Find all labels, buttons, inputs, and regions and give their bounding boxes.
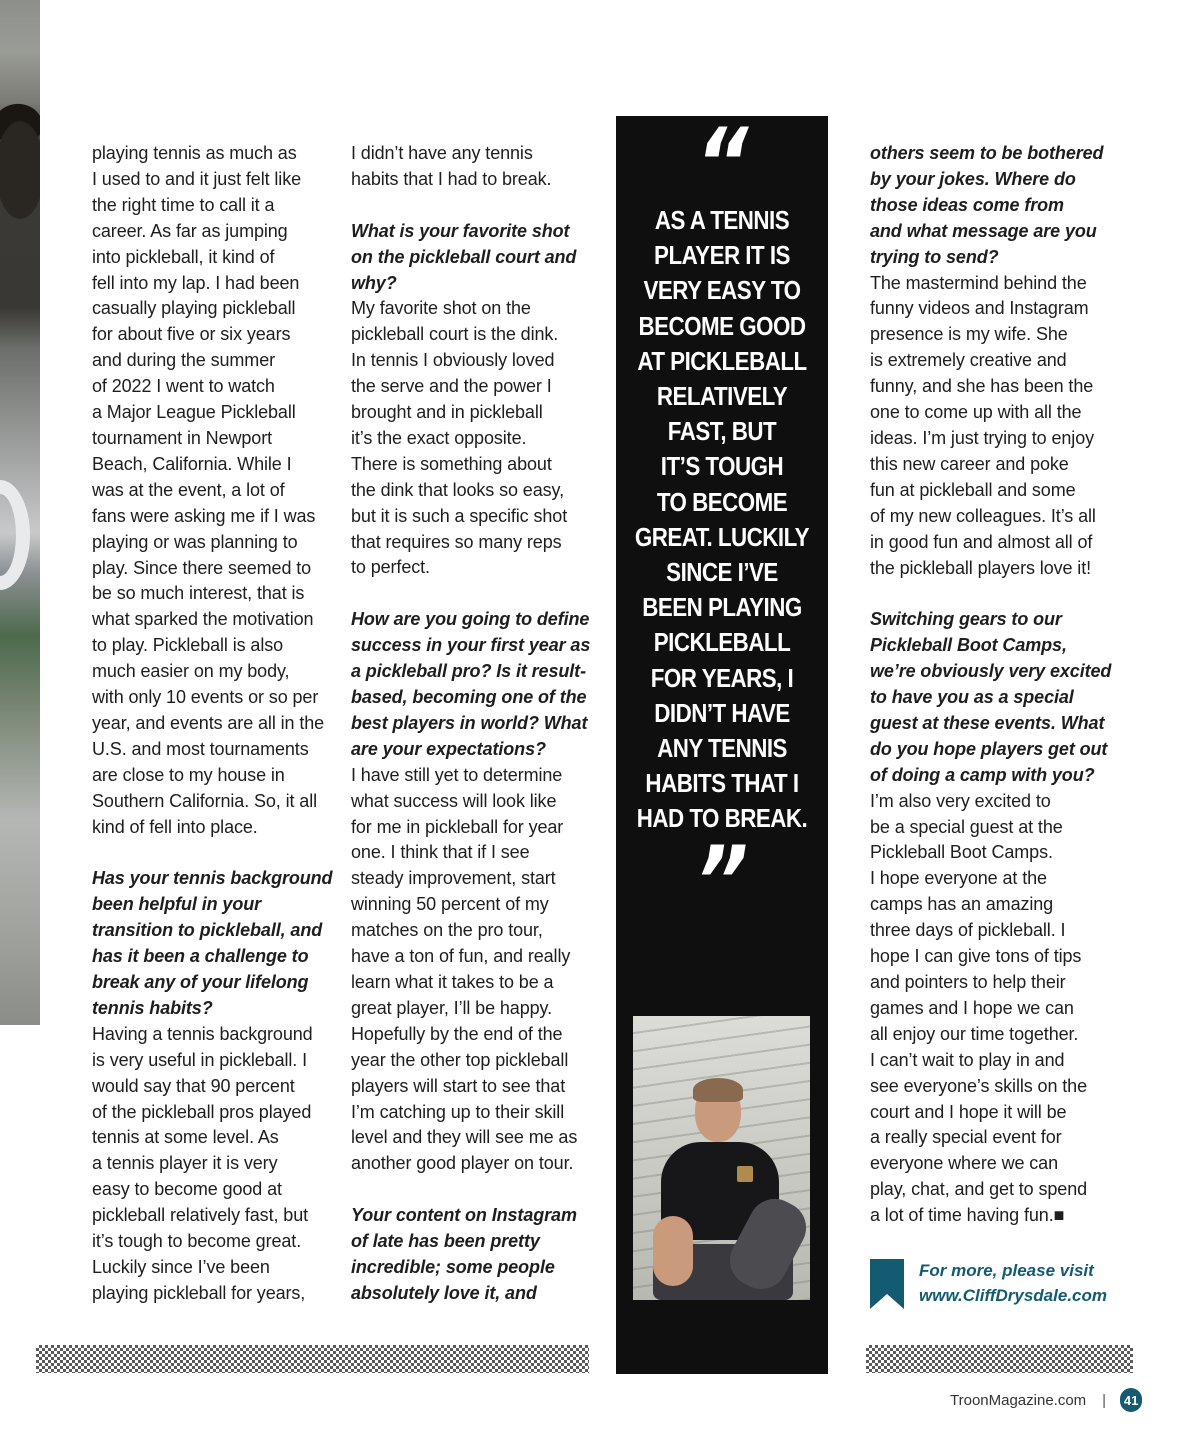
text-line: ANY TENNIS: [657, 733, 787, 764]
text-line: those ideas come from: [870, 194, 1064, 215]
text-line: of 2022 I went to watch: [92, 376, 275, 397]
text-line: I’m catching up to their skill: [351, 1101, 565, 1122]
answer-boot-camps: [870, 789, 1115, 1229]
pull-quote-text: [616, 203, 828, 837]
text-line: another good player on tour.: [351, 1153, 574, 1174]
text-line: ideas. I’m just trying to enjoy: [870, 427, 1095, 448]
text-line: fell into my lap. I had been: [92, 272, 300, 293]
text-line: incredible; some people: [351, 1256, 555, 1277]
text-line: trying to send?: [870, 246, 999, 267]
answer-favorite-shot: [351, 296, 601, 581]
text-line: My favorite shot on the: [351, 298, 531, 319]
text-line: Pickleball Boot Camps.: [870, 842, 1053, 863]
text-line: much easier on my body,: [92, 661, 290, 682]
text-line: playing pickleball for years,: [92, 1282, 306, 1303]
text-line: the pickleball players love it!: [870, 557, 1092, 578]
text-line: have a ton of fun, and really: [351, 946, 571, 967]
text-line: play, chat, and get to spend: [870, 1179, 1088, 1200]
text-line: fans were asking me if I was: [92, 505, 316, 526]
close-quote-icon: ”: [695, 826, 749, 938]
text-line: HAD TO BREAK.: [636, 803, 808, 834]
text-line: a tennis player it is very: [92, 1153, 278, 1174]
text-line: FAST, BUT: [667, 416, 777, 447]
text-line: is very useful in pickleball. I: [92, 1049, 307, 1070]
text-line: is extremely creative and: [870, 350, 1067, 371]
text-line: HABITS THAT I: [645, 768, 799, 799]
text-line: transition to pickleball, and: [92, 920, 323, 941]
question-define-success: [351, 607, 601, 762]
text-line: DIDN’T HAVE: [654, 697, 790, 728]
cropped-tennis-photo: [0, 0, 40, 1025]
text-line: Hopefully by the end of the: [351, 1023, 563, 1044]
text-line: everyone where we can: [870, 1153, 1059, 1174]
text-line: and what message are you: [870, 220, 1097, 241]
text-line: habits that I had to break.: [351, 168, 552, 189]
text-line: success in your first year as: [351, 635, 591, 656]
text-line: AS A TENNIS: [654, 205, 790, 235]
text-line: BEEN PLAYING: [642, 592, 802, 623]
page-number-badge: 41: [1120, 1388, 1142, 1412]
checkered-divider-left: [36, 1345, 589, 1373]
text-line: court and I hope it will be: [870, 1101, 1067, 1122]
question-instagram-continued: [870, 141, 1115, 271]
text-line: hope I can give tons of tips: [870, 946, 1082, 967]
text-line: easy to become good at: [92, 1179, 282, 1200]
open-quote-icon: “: [695, 108, 749, 220]
text-line: Has your tennis background: [92, 868, 333, 889]
column2-intro: [351, 141, 601, 193]
text-line: with only 10 events or so per: [92, 687, 319, 708]
text-line: for about five or six years: [92, 324, 291, 345]
text-line: playing or was planning to: [92, 531, 298, 552]
text-line: playing tennis as much as: [92, 143, 297, 163]
text-line: it’s tough to become great.: [92, 1231, 302, 1252]
text-line: the dink that looks so easy,: [351, 479, 564, 500]
text-line: brought and in pickleball: [351, 402, 543, 423]
text-line: I’m also very excited to: [870, 790, 1051, 811]
text-line: in good fun and almost all of: [870, 531, 1093, 552]
text-line: by your jokes. Where do: [870, 168, 1076, 189]
text-line: the serve and the power I: [351, 376, 552, 397]
text-line: based, becoming one of the: [351, 687, 587, 707]
text-line: year, and events are all in the: [92, 712, 325, 733]
text-line: be so much interest, that is: [92, 583, 305, 604]
text-line: tennis habits?: [92, 997, 213, 1018]
answer-define-success: [351, 763, 601, 1178]
text-line: do you hope players get out: [870, 738, 1108, 759]
text-line: we’re obviously very excited: [870, 661, 1112, 682]
text-line: would say that 90 percent: [92, 1075, 295, 1096]
text-line: guest at these events. What: [870, 712, 1105, 733]
text-line: tennis at some level. As: [92, 1127, 279, 1148]
text-line: be a special guest at the: [870, 816, 1063, 837]
text-line: and during the summer: [92, 350, 275, 371]
text-line: PICKLEBALL: [653, 627, 791, 658]
text-line: kind of fell into place.: [92, 816, 258, 837]
text-line: steady improvement, start: [351, 868, 556, 889]
text-line: see everyone’s skills on the: [870, 1075, 1087, 1096]
text-line: why?: [351, 272, 397, 293]
page-footer: [950, 1387, 1142, 1413]
text-line: play. Since there seemed to: [92, 557, 312, 578]
text-line: IT’S TOUGH: [660, 451, 784, 482]
text-line: BECOME GOOD: [638, 310, 806, 341]
text-line: best players in world? What: [351, 712, 588, 733]
text-line: How are you going to define: [351, 609, 590, 630]
text-line: VERY EASY TO: [643, 275, 801, 306]
text-line: In tennis I obviously loved: [351, 350, 555, 371]
text-line: three days of pickleball. I: [870, 920, 1066, 941]
text-line: I can’t wait to play in and: [870, 1049, 1065, 1070]
text-line: year the other top pickleball: [351, 1049, 569, 1070]
text-line: a pickleball pro? Is it result-: [351, 661, 586, 682]
text-line: What is your favorite shot: [351, 220, 570, 241]
text-line: one to come up with all the: [870, 402, 1082, 423]
text-line: level and they will see me as: [351, 1127, 578, 1148]
text-line: PLAYER IT IS: [654, 240, 790, 271]
text-line: of doing a camp with you?: [870, 764, 1095, 785]
question-tennis-background: [92, 866, 342, 1021]
text-line: absolutely love it, and: [351, 1282, 537, 1303]
text-line: career. As far as jumping: [92, 220, 288, 241]
text-line: Switching gears to our: [870, 609, 1062, 630]
column1-body: [92, 141, 342, 840]
text-line: others seem to be bothered: [870, 143, 1104, 163]
text-line: a Major League Pickleball: [92, 402, 296, 423]
text-line: been helpful in your: [92, 894, 262, 915]
text-line: matches on the pro tour,: [351, 920, 543, 941]
text-line: break any of your lifelong: [92, 971, 309, 992]
text-line: are close to my house in: [92, 764, 285, 785]
text-line: was at the event, a lot of: [92, 479, 285, 500]
visit-label: For more, please visit: [919, 1261, 1094, 1280]
text-line: fun at pickleball and some: [870, 479, 1076, 500]
question-instagram: [351, 1203, 601, 1307]
text-line: of the pickleball pros played: [92, 1101, 312, 1122]
text-line: RELATIVELY: [656, 381, 788, 412]
text-line: Beach, California. While I: [92, 453, 292, 474]
text-line: on the pickleball court and: [351, 246, 577, 267]
text-line: it’s the exact opposite.: [351, 427, 527, 448]
text-line: this new career and poke: [870, 453, 1069, 474]
answer-instagram: [870, 271, 1115, 582]
article-column-2: [351, 141, 601, 1307]
text-line: games and I hope we can: [870, 997, 1074, 1018]
text-line: of late has been pretty: [351, 1231, 540, 1252]
text-line: and pointers to help their: [870, 971, 1066, 992]
text-line: pickleball court is the dink.: [351, 324, 559, 345]
text-line: all enjoy our time together.: [870, 1023, 1079, 1044]
footer-site-link[interactable]: TroonMagazine.com: [950, 1391, 1087, 1409]
article-column-4: [870, 141, 1115, 1229]
text-line: SINCE I’VE: [666, 557, 778, 588]
text-line: has it been a challenge to: [92, 946, 309, 967]
text-line: tournament in Newport: [92, 427, 272, 448]
visit-link[interactable]: www.CliffDrysdale.com: [919, 1286, 1107, 1305]
text-line: There is something about: [351, 453, 552, 474]
question-favorite-shot: [351, 219, 601, 297]
text-line: winning 50 percent of my: [351, 894, 549, 915]
text-line: to have you as a special: [870, 687, 1074, 708]
visit-callout: [919, 1258, 1139, 1308]
text-line: I used to and it just felt like: [92, 168, 302, 189]
text-line: the right time to call it a: [92, 194, 275, 215]
checkered-divider-right: [866, 1345, 1133, 1373]
text-line: great player, I’ll be happy.: [351, 997, 552, 1018]
text-line: of my new colleagues. It’s all: [870, 505, 1096, 526]
text-line: Southern California. So, it all: [92, 790, 318, 811]
text-line: Having a tennis background: [92, 1023, 313, 1044]
text-line: camps has an amazing: [870, 894, 1054, 915]
text-line: casually playing pickleball: [92, 298, 296, 319]
text-line: I have still yet to determine: [351, 764, 563, 785]
text-line: a really special event for: [870, 1127, 1062, 1148]
answer-tennis-background: [92, 1022, 342, 1307]
text-line: into pickleball, it kind of: [92, 246, 275, 267]
text-line: are your expectations?: [351, 738, 546, 759]
text-line: to perfect.: [351, 557, 430, 578]
text-line: presence is my wife. She: [870, 324, 1068, 345]
footer-separator: |: [1102, 1391, 1107, 1409]
text-line: what success will look like: [351, 790, 557, 811]
text-line: funny videos and Instagram: [870, 298, 1089, 319]
text-line: what sparked the motivation: [92, 609, 314, 630]
player-photo: [633, 1016, 810, 1300]
text-line: GREAT. LUCKILY: [634, 521, 810, 552]
text-line: pickleball relatively fast, but: [92, 1205, 309, 1226]
text-line: funny, and she has been the: [870, 376, 1094, 397]
text-line: I hope everyone at the: [870, 868, 1047, 889]
text-line: Your content on Instagram: [351, 1205, 577, 1226]
text-line: The mastermind behind the: [870, 272, 1087, 293]
text-line: to play. Pickleball is also: [92, 635, 284, 656]
text-line: Luckily since I’ve been: [92, 1256, 270, 1277]
text-line: but it is such a specific shot: [351, 505, 568, 526]
text-line: a lot of time having fun.■: [870, 1205, 1065, 1226]
question-boot-camps: [870, 607, 1115, 788]
text-line: TO BECOME: [656, 486, 788, 517]
text-line: Pickleball Boot Camps,: [870, 635, 1067, 656]
text-line: one. I think that if I see: [351, 842, 530, 863]
text-line: FOR YEARS, I: [650, 662, 794, 693]
text-line: players will start to see that: [351, 1075, 566, 1096]
text-line: U.S. and most tournaments: [92, 738, 309, 759]
text-line: learn what it takes to be a: [351, 971, 554, 992]
article-column-1: [92, 141, 342, 1307]
text-line: I didn’t have any tennis: [351, 143, 533, 163]
text-line: for me in pickleball for year: [351, 816, 564, 837]
text-line: that requires so many reps: [351, 531, 562, 552]
text-line: AT PICKLEBALL: [637, 345, 807, 376]
bookmark-icon: [870, 1259, 904, 1309]
